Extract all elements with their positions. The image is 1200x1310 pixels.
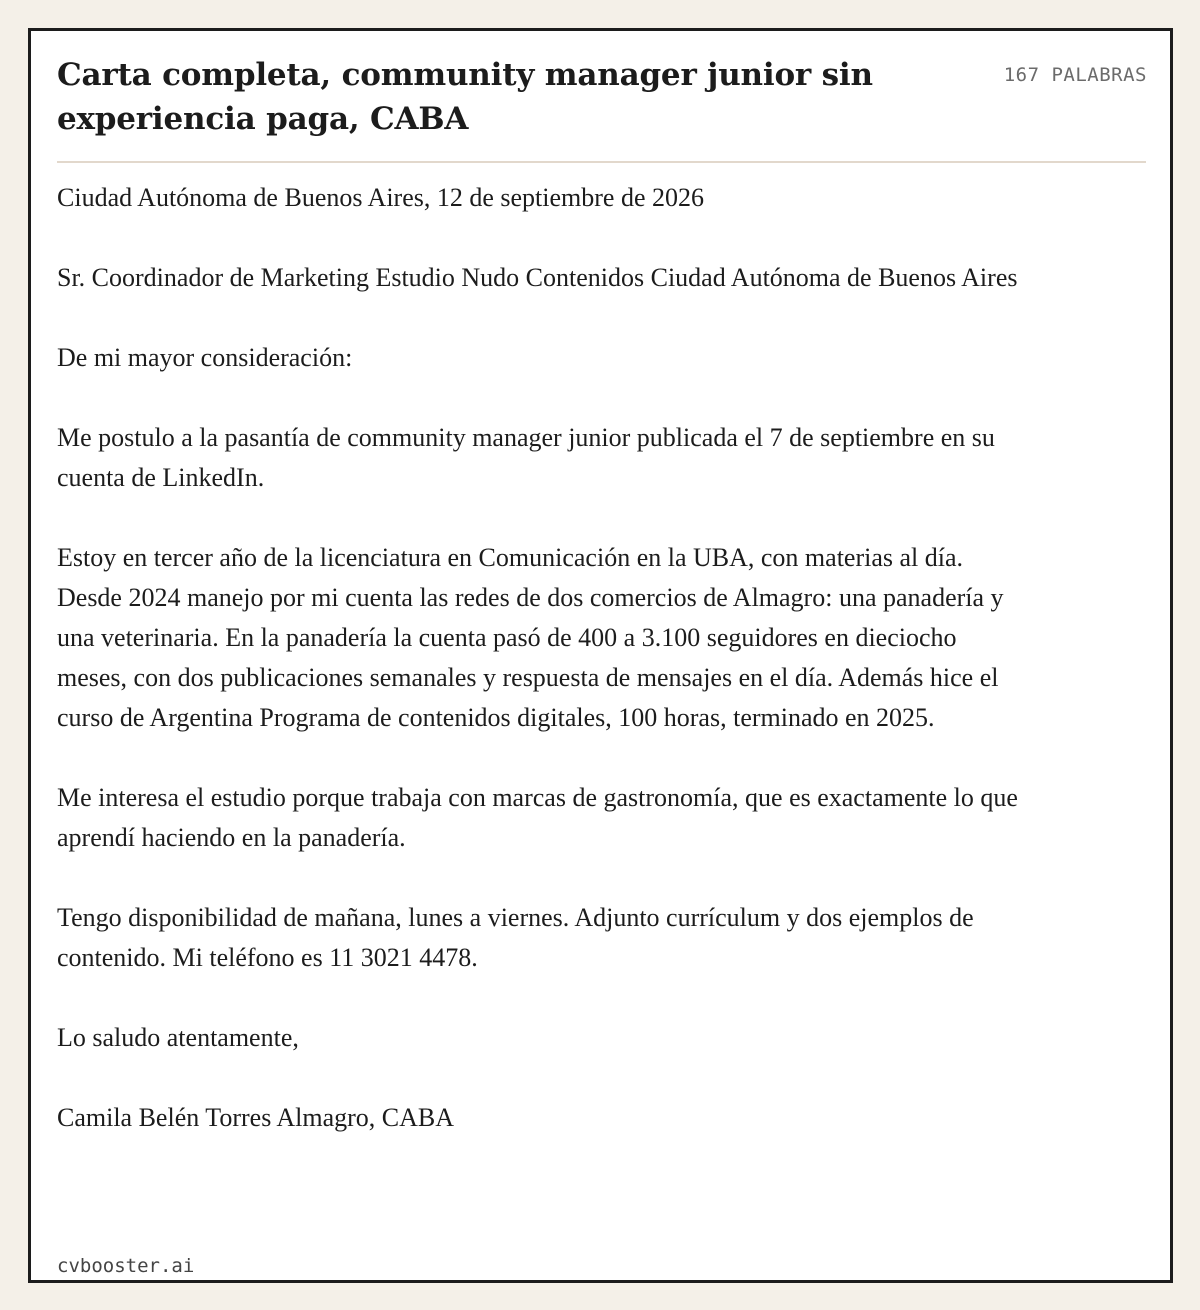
card-header	[57, 53, 1147, 163]
letter-paragraph: Tengo disponibilidad de mañana, lunes a viernes. Adjunto currículum y dos ejemplos de contenido. Mi teléfono es 11 3021 4478.	[57, 903, 974, 972]
letter-title: Carta completa, community manager junior sin experiencia paga, CABA	[57, 57, 873, 137]
letter-recipient: Sr. Coordinador de Marketing Estudio Nudo Contenidos Ciudad Autónoma de Buenos Aires	[57, 263, 1018, 292]
header-divider	[57, 161, 1146, 163]
word-count-badge: 167 PALABRAS	[1003, 64, 1147, 86]
letter-paragraph: Estoy en tercer año de la licenciatura en Comunicación en la UBA, con materias al día. Desde 2024 manejo por mi cuenta las redes de dos comercios de Almagro: una panadería y una veterinaria. En la panadería la cuenta pasó de 400 a 3.100 seguidores en dieciocho meses, con dos publicaciones semanales y respuesta de mensajes en el día. Además hice el curso de Argentina Programa de contenidos digitales, 100 horas, terminado en 2025.	[57, 543, 1004, 732]
letter-paragraph: Me interesa el estudio porque trabaja con marcas de gastronomía, que es exactamente lo que aprendí haciendo en la panadería.	[57, 783, 1018, 852]
cover-letter-card	[28, 28, 1173, 1283]
letter-salutation: De mi mayor consideración:	[57, 343, 353, 372]
letter-place-date: Ciudad Autónoma de Buenos Aires, 12 de septiembre de 2026	[57, 183, 705, 212]
letter-closing: Lo saludo atentamente,	[57, 1023, 299, 1052]
letter-body	[57, 178, 1107, 1138]
letter-paragraph: Me postulo a la pasantía de community manager junior publicada el 7 de septiembre en su cuenta de LinkedIn.	[57, 423, 995, 492]
letter-signature: Camila Belén Torres Almagro, CABA	[57, 1103, 455, 1132]
brand-footer: cvbooster.ai	[57, 1255, 195, 1277]
